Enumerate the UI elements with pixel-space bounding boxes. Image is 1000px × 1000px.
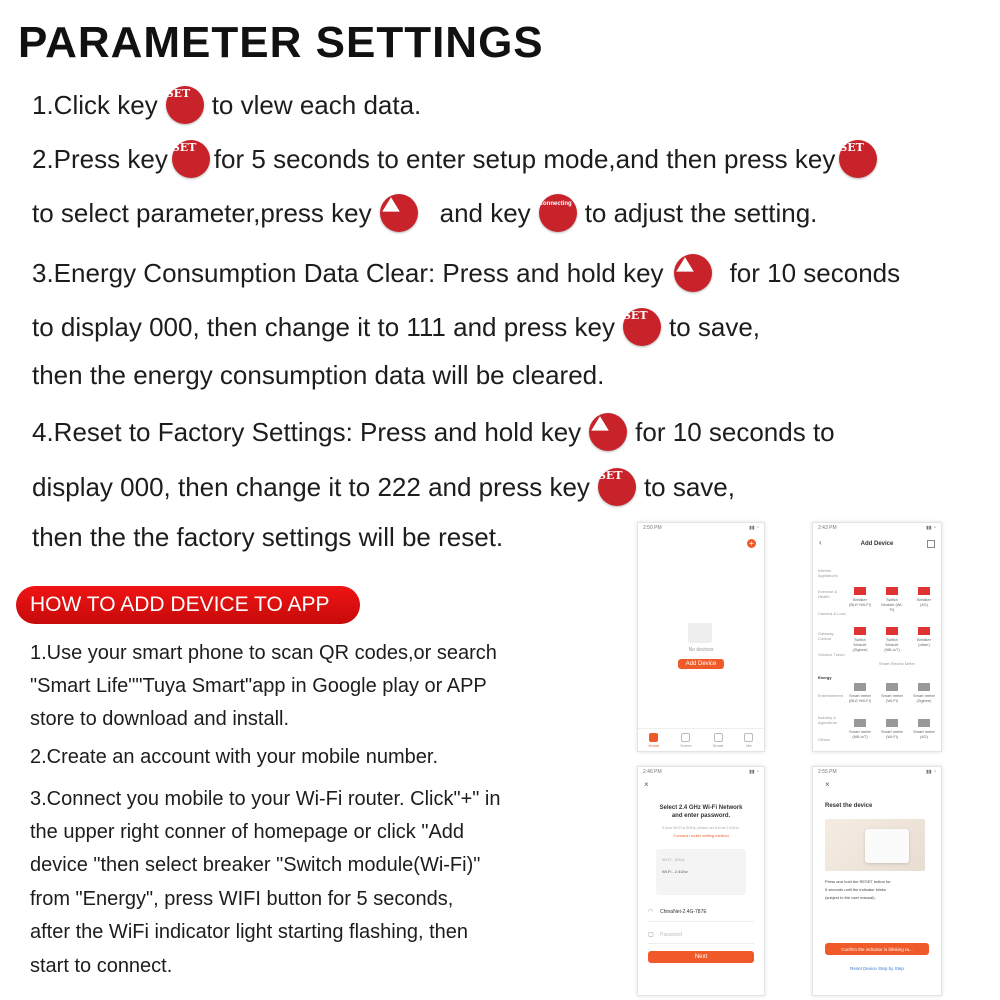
meter-icon	[918, 683, 930, 691]
tab-scene[interactable]: Scene	[680, 733, 691, 748]
device-smart-meter[interactable]: Smart meter (Zigbee)	[913, 683, 935, 703]
meter-icon	[854, 719, 866, 727]
breaker-icon	[886, 627, 898, 635]
device-photo	[825, 819, 925, 871]
param-line-4: 3.Energy Consumption Data Clear: Press and hold key for 10 seconds	[32, 254, 900, 292]
breaker-icon	[918, 587, 930, 595]
router-method-link[interactable]: Common router setting method	[673, 833, 729, 838]
howto-line: 3.Connect you mobile to your Wi-Fi router. Click"+" in	[30, 788, 501, 810]
set-key-icon	[172, 140, 210, 178]
param-line-7: 4.Reset to Factory Settings: Press and hold key for 10 seconds to	[32, 413, 835, 451]
device-smart-meter[interactable]: Smart meter (4G)	[913, 719, 935, 739]
param-line-6: then the energy consumption data will be cleared.	[32, 360, 605, 390]
ssid-field[interactable]: ChinaNet-2.4G-787E	[660, 909, 707, 915]
me-icon	[744, 733, 753, 742]
howto-line: 1.Use your smart phone to scan QR codes,or search	[30, 642, 497, 664]
up-key-icon	[380, 194, 418, 232]
param-line-8: display 000, then change it to 222 and press key SET to save,	[32, 468, 735, 506]
lock-icon: ▢	[648, 932, 654, 938]
device-breaker-other[interactable]: Breaker (other)	[913, 627, 935, 647]
param-line-9: then the the factory settings will be reset.	[32, 522, 504, 552]
plus-icon[interactable]: +	[747, 539, 756, 548]
close-icon[interactable]: ×	[644, 780, 649, 789]
meter-icon	[854, 683, 866, 691]
phone-screen-home: 2:50 PM ▮▮ ◔ + No devices Add Device Home Scene Smart Me	[637, 522, 765, 752]
device-switch-module-nbiot[interactable]: Switch Module (NB-IoT)	[881, 627, 903, 652]
device-smart-meter[interactable]: Smart meter (BLE+Wi-Fi)	[849, 683, 871, 703]
howto-line: from "Energy", press WIFI button for 5 seconds,	[30, 888, 454, 910]
howto-banner: HOW TO ADD DEVICE TO APP	[16, 586, 360, 624]
phone-screen-reset: 2:55 PM ▮▮ ◔ × Reset the device Press and hold the RESET button for 5 seconds until the indicator blinks (subject to the user manual). Confirm the indicator is blinking ra... Reset Device Step by Step	[812, 766, 942, 996]
device-box-icon	[688, 623, 712, 643]
add-device-button[interactable]: Add Device	[678, 659, 724, 669]
device-switch-module-wifi[interactable]: Switch Module (Wi-Fi)	[881, 587, 903, 612]
home-icon	[649, 733, 658, 742]
smart-icon	[714, 733, 723, 742]
device-breaker-ble-wifi[interactable]: Breaker (BLE+Wi-Fi)	[849, 587, 871, 607]
param-line-2: 2.Press key SET for 5 seconds to enter setup mode,and then press key SET	[32, 140, 881, 178]
howto-line: 2.Create an account with your mobile number.	[30, 746, 438, 768]
page-title: PARAMETER SETTINGS	[18, 18, 544, 67]
breaker-icon	[854, 627, 866, 635]
tab-home[interactable]: Home	[649, 733, 660, 748]
howto-line: after the WiFi indicator light starting flashing, then	[30, 921, 468, 943]
tab-smart[interactable]: Smart	[713, 733, 724, 748]
phone-screen-add-device: 2:43 PM ▮▮ ◔ ‹ Add Device Kitchen Appliances Exercise & Health Camera & Lock Gateway Control Outdoor Travel Energy Entertainment Industry & Agriculture Others Breaker (BLE+Wi-Fi) Switch Module (Wi-Fi) Breaker (4G) Switch Module (Zigbee) Switch Module (NB-IoT) Breaker (other) Smart Electric Meter Smart meter (BLE+Wi-Fi) Smart meter (Wi-Fi) Smart meter (Zigbee) Smart meter (NB-IoT) Smart meter (Wi-Fi) Smart meter (4G)	[812, 522, 942, 752]
up-key-icon	[674, 254, 712, 292]
down-key-icon: Connecting	[539, 194, 577, 232]
device-smart-meter[interactable]: Smart meter (Wi-Fi)	[881, 683, 903, 703]
up-key-icon	[589, 413, 627, 451]
set-key-icon	[166, 86, 204, 124]
howto-line: device "then select breaker "Switch module(Wi-Fi)"	[30, 854, 481, 876]
device-breaker-4g[interactable]: Breaker (4G)	[913, 587, 935, 607]
breaker-icon	[918, 627, 930, 635]
howto-line: store to download and install.	[30, 708, 290, 730]
param-line-5: to display 000, then change it to 111 and press key SET to save,	[32, 308, 760, 346]
breaker-icon	[886, 587, 898, 595]
scan-icon[interactable]	[927, 540, 935, 548]
howto-line: start to connect.	[30, 955, 173, 977]
wifi-list: Wi-Fi - 5Ghz Wi-Fi - 2.4Ghz	[656, 849, 746, 895]
scene-icon	[681, 733, 690, 742]
tab-bar	[638, 728, 764, 751]
howto-line: "Smart Life""Tuya Smart"app in Google play or APP	[30, 675, 487, 697]
meter-icon	[918, 719, 930, 727]
reset-steps-link[interactable]: Reset Device Step by Step	[850, 966, 904, 971]
password-field[interactable]: Password	[660, 932, 682, 938]
next-button[interactable]: Next	[648, 951, 754, 963]
confirm-blinking-button[interactable]: Confirm the indicator is blinking ra...	[825, 943, 929, 955]
set-key-icon	[623, 308, 661, 346]
close-icon[interactable]: ×	[825, 780, 830, 789]
breaker-icon	[854, 587, 866, 595]
tab-me[interactable]: Me	[744, 733, 753, 748]
set-key-icon	[598, 468, 636, 506]
set-key-icon	[839, 140, 877, 178]
wifi-icon: ◠	[648, 909, 654, 915]
meter-icon	[886, 683, 898, 691]
param-line-3: to select parameter,press key and key Connecting to adjust the setting.	[32, 194, 817, 232]
device-smart-meter[interactable]: Smart meter (Wi-Fi)	[881, 719, 903, 739]
back-icon[interactable]: ‹	[819, 538, 822, 547]
device-smart-meter[interactable]: Smart meter (NB-IoT)	[849, 719, 871, 739]
howto-line: the upper right conner of homepage or click "Add	[30, 821, 465, 843]
param-line-1: 1.Click key SET to vlew each data.	[32, 86, 421, 124]
device-switch-module-zigbee[interactable]: Switch Module (Zigbee)	[849, 627, 871, 652]
meter-icon	[886, 719, 898, 727]
phone-screen-wifi: 2:46 PM ▮▮ ◔ × Select 2.4 GHz Wi-Fi Network and enter password. If your Wi-Fi is 5GHz, please set it to be 2.4GHz. Common router setting method Wi-Fi - 5Ghz Wi-Fi - 2.4Ghz ◠ ChinaNet-2.4G-787E ▢ Password Next	[637, 766, 765, 996]
